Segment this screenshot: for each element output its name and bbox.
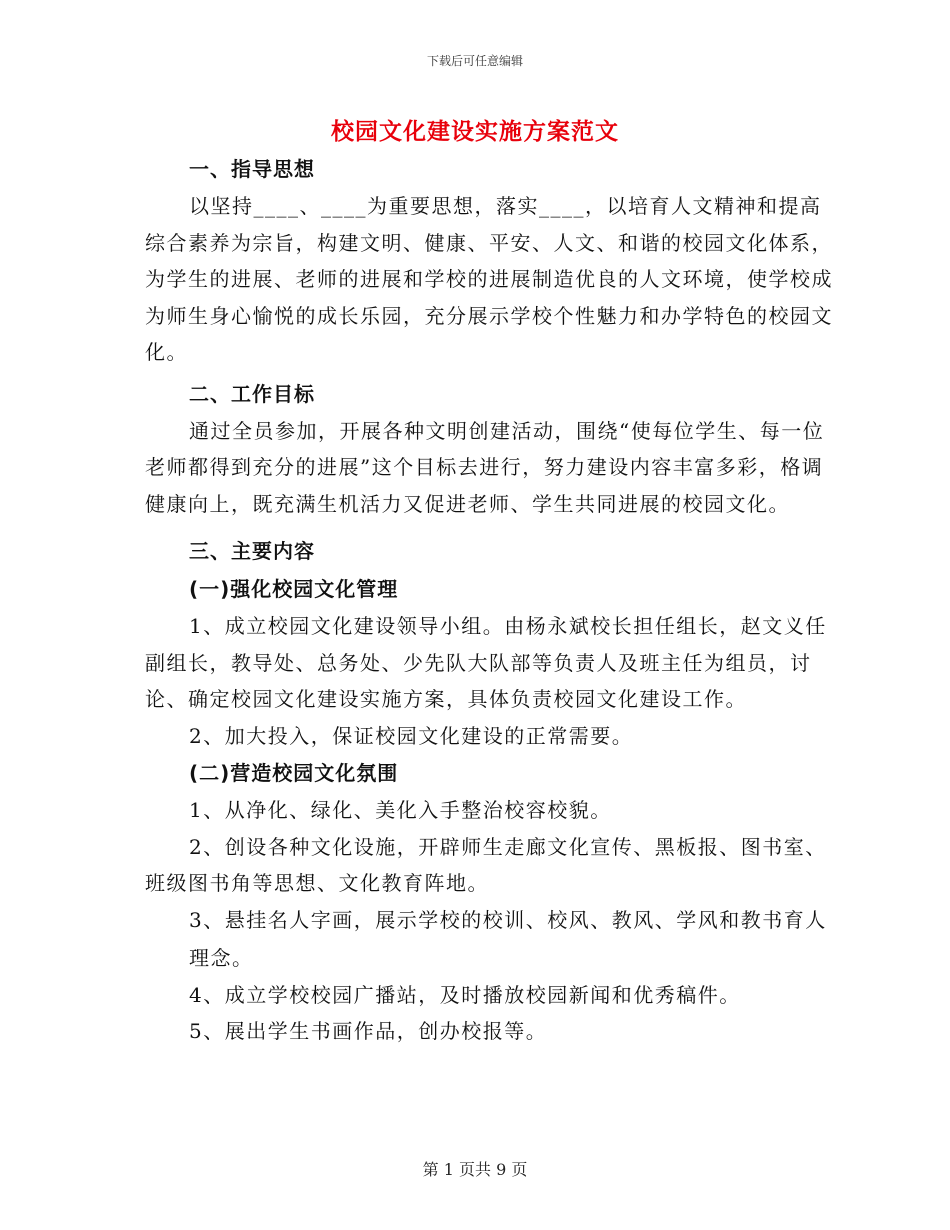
paragraph-work-goals: 通过全员参加，开展各种文明创建活动，围绕“使每位学生、每一位老师都得到充分的进展”这个目标去进行，努力建设内容丰富多彩，格调健康向上，既充满生机活力又促进老师、学生共同进展的校园文化。 <box>145 418 825 516</box>
subsection-heading-management: (一)强化校园文化管理 <box>189 577 399 601</box>
paragraph-atmosphere-item-5: 5、展出学生书画作品，创办校报等。 <box>189 1019 548 1043</box>
paragraph-management-item-2: 2、加大投入，保证校园文化建设的正常需要。 <box>189 723 634 748</box>
section-heading-work-goals: 二、工作目标 <box>189 381 315 406</box>
document-body <box>145 150 835 1050</box>
paragraph-guiding-ideology: 以坚持____、____为重要思想，落实____，以培育人文精神和提高综合素养为宗旨，构建文明、健康、平安、人文、和谐的校园文化体系，为学生的进展、老师的进展和学校的进展制造优良的人文环境，使学校成为师生身心愉悦的成长乐园，充分展示学校个性魅力和办学特色的校园文化。 <box>145 194 833 364</box>
paragraph-atmosphere-item-4: 4、成立学校校园广播站，及时播放校园新闻和优秀稿件。 <box>189 982 741 1007</box>
paragraph-atmosphere-item-1: 1、从净化、绿化、美化入手整治校容校貌。 <box>189 798 612 822</box>
paragraph-atmosphere-item-3-continued: 理念。 <box>189 946 254 970</box>
section-heading-guiding-ideology: 一、指导思想 <box>189 157 315 181</box>
page-header-note: 下载后可任意编辑 <box>426 54 523 68</box>
paragraph-atmosphere-item-3: 3、悬挂名人字画，展示学校的校训、校风、教风、学风和教书育人 <box>189 907 827 932</box>
subsection-heading-atmosphere: (二)营造校园文化氛围 <box>189 761 399 785</box>
paragraph-atmosphere-item-2: 2、创设各种文化设施，开辟师生走廊文化宣传、黑板报、图书室、班级图书角等思想、文化教育阵地。 <box>145 834 827 895</box>
section-heading-main-content: 三、主要内容 <box>189 539 315 563</box>
page-footer-page-number: 第 1 页共 9 页 <box>422 1160 528 1179</box>
paragraph-management-item-1: 1、成立校园文化建设领导小组。由杨永斌校长担任组长，赵文义任副组长，教导处、总务处、少先队大队部等负责人及班主任为组员，讨论、确定校园文化建设实施方案，具体负责校园文化建设工作。 <box>145 614 827 711</box>
document-title: 校园文化建设实施方案范文 <box>331 119 619 145</box>
